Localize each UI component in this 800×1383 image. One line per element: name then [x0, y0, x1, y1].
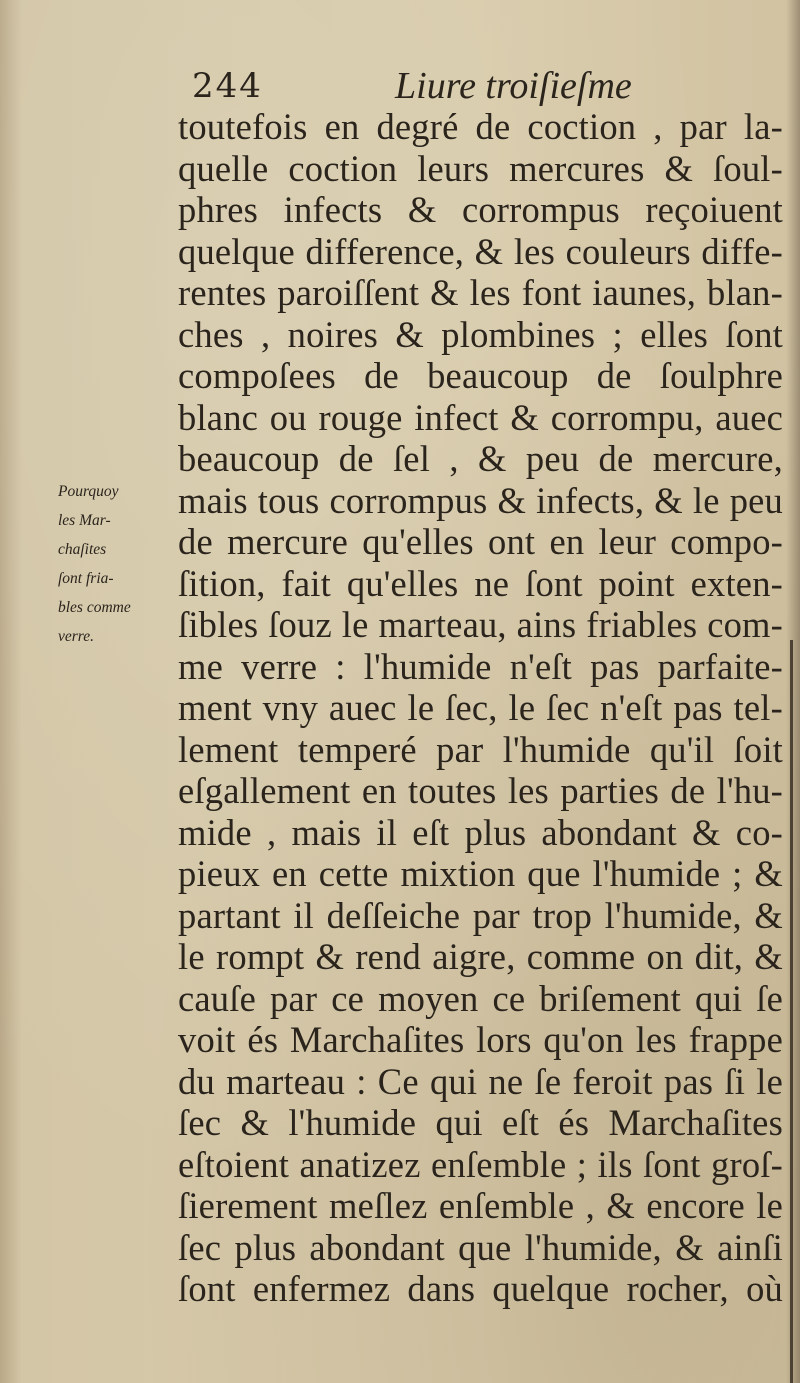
text-line: ches , noires & plombines ; elles ſont: [178, 313, 783, 355]
text-line: blanc ou rouge infect & corrompu, auec: [178, 396, 783, 438]
text-line: ment vny auec le ſec, le ſec n'eſt pas tel-: [178, 687, 783, 728]
marginal-note-line: verre.: [58, 628, 95, 645]
text-line: quelque difference, & les couleurs diffe-: [178, 230, 783, 272]
text-line: compoſees de beaucoup de ſoulphre: [178, 355, 783, 396]
running-head: Liure troiſieſme: [395, 65, 632, 107]
text-line: ſec plus abondant que l'humide, & ainſi: [178, 1226, 783, 1268]
page-edge-shadow: [786, 0, 800, 1383]
text-line: phres infects & corrompus reçoiuent: [178, 189, 783, 230]
text-line: du marteau : Ce qui ne ſe feroit pas ſi le: [178, 1060, 783, 1102]
text-line: ſibles ſouz le marteau, ains friables com-: [178, 604, 783, 645]
text-line: ſont enfermez dans quelque rocher, où: [178, 1268, 783, 1309]
text-line: le rompt & rend aigre, comme on dit, &: [178, 936, 783, 977]
binding-line: [790, 640, 793, 1383]
text-line: quelle coction leurs mercures & ſoul-: [178, 147, 783, 189]
text-line: ſec & l'humide qui eſt és Marchaſites: [178, 1102, 783, 1143]
text-line: eſgallement en toutes les parties de l'hu-: [178, 770, 783, 811]
text-line: ſierement meſlez enſemble , & encore le: [178, 1185, 783, 1226]
text-line: rentes paroiſſent & les font iaunes, blan-: [178, 272, 783, 313]
text-line: de mercure qu'elles ont en leur compo-: [178, 521, 783, 562]
text-line: eſtoient anatizez enſemble ; ils ſont groſ-: [178, 1143, 783, 1185]
text-line: partant il deſſeiche par trop l'humide, &: [178, 894, 783, 936]
marginal-note-line: ſont fria-: [58, 570, 114, 587]
text-line: toutefois en degré de coction , par la-: [178, 106, 783, 147]
text-line: mide , mais il eſt plus abondant & co-: [178, 811, 783, 853]
page-header: [192, 64, 712, 108]
marginal-note-line: chaſites: [58, 541, 107, 558]
text-line: pieux en cette mixtion que l'humide ; &: [178, 853, 783, 894]
page-number: 244: [192, 66, 263, 106]
marginal-note-line: les Mar-: [58, 512, 111, 529]
text-line: mais tous corrompus & infects, & le peu: [178, 479, 783, 521]
marginal-note-line: bles comme: [58, 599, 131, 616]
marginal-note-line: Pourquoy: [58, 483, 119, 500]
body-text: [178, 106, 783, 1310]
text-line: me verre : l'humide n'eſt pas parfaite-: [178, 645, 783, 687]
text-line: voit és Marchaſites lors qu'on les frappe: [178, 1019, 783, 1060]
text-line: lement temperé par l'humide qu'il ſoit: [178, 728, 783, 770]
text-line: ſition, fait qu'elles ne ſont point exten-: [178, 562, 783, 604]
text-line: beaucoup de ſel , & peu de mercure,: [178, 438, 783, 479]
marginal-note: [58, 477, 182, 651]
text-line: cauſe par ce moyen ce briſement qui ſe: [178, 977, 783, 1019]
